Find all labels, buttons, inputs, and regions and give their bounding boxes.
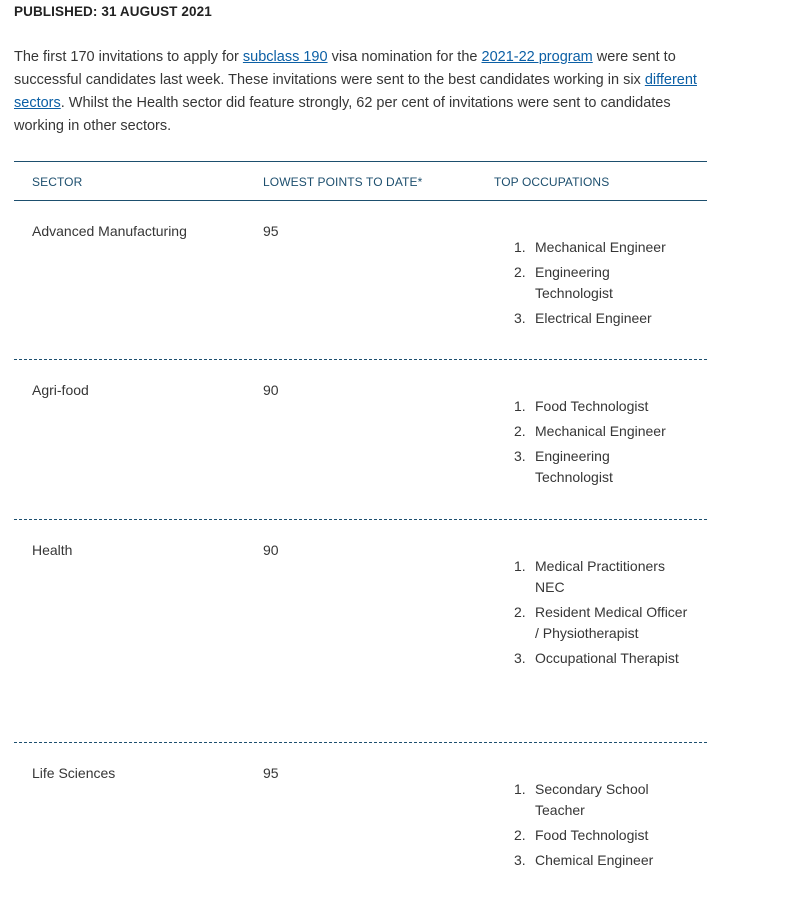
sectors-table bbox=[14, 161, 707, 903]
occupation-item: 1. Secondary School Teacher bbox=[514, 781, 649, 818]
intro-paragraph bbox=[14, 46, 704, 138]
sector-cell: Health bbox=[32, 542, 73, 558]
program-2021-22-link[interactable]: 2021-22 program bbox=[481, 49, 593, 65]
sector-cell: Advanced Manufacturing bbox=[32, 223, 187, 239]
intro-text-3: were sent to successful candidates last week. These invitations were sent to the best candidates working in six bbox=[14, 49, 676, 88]
points-cell: 95 bbox=[263, 223, 279, 239]
occupations-list bbox=[514, 556, 689, 673]
occupation-item: 1. Food Technologist bbox=[514, 398, 649, 414]
points-cell: 90 bbox=[263, 542, 279, 558]
points-cell: 95 bbox=[263, 765, 279, 781]
occupation-item: 1. Medical Practitioners NEC bbox=[514, 558, 665, 595]
occupation-item: 3. Electrical Engineer bbox=[514, 310, 652, 326]
occupation-item: 2. Mechanical Engineer bbox=[514, 423, 666, 439]
header-sector: SECTOR bbox=[32, 175, 83, 189]
different-sectors-link[interactable]: different sectors bbox=[14, 72, 697, 111]
table-row bbox=[14, 201, 707, 360]
occupation-item: 2. Engineering Technologist bbox=[514, 264, 613, 301]
sector-cell: Agri-food bbox=[32, 382, 89, 398]
occupation-item: 3. Chemical Engineer bbox=[514, 852, 654, 868]
table-row bbox=[14, 360, 707, 520]
occupation-item: 2. Resident Medical Officer / Physiotherapist bbox=[514, 604, 688, 641]
subclass-190-link[interactable]: subclass 190 bbox=[242, 49, 328, 65]
header-lowest-points: LOWEST POINTS TO DATE* bbox=[263, 175, 423, 189]
occupation-item: 3. Engineering Technologist bbox=[514, 448, 613, 485]
occupations-list bbox=[514, 779, 689, 875]
occupation-item: 3. Occupational Therapist bbox=[514, 650, 679, 666]
table-row bbox=[14, 743, 707, 903]
points-cell: 90 bbox=[263, 382, 279, 398]
intro-text-4: . Whilst the Health sector did feature strongly, 62 per cent of invitations were sent to candidates working in other sectors. bbox=[14, 95, 671, 134]
table-row bbox=[14, 520, 707, 743]
occupations-list bbox=[514, 396, 689, 492]
intro-text-1: The first 170 invitations to apply for bbox=[14, 49, 243, 65]
occupations-list bbox=[514, 237, 689, 333]
occupation-item: 2. Food Technologist bbox=[514, 827, 649, 843]
header-top-occupations: TOP OCCUPATIONS bbox=[494, 175, 610, 189]
table-header bbox=[14, 161, 707, 201]
intro-text-2: visa nomination for the bbox=[327, 49, 482, 65]
occupation-item: 1. Mechanical Engineer bbox=[514, 239, 666, 255]
published-date: PUBLISHED: 31 AUGUST 2021 bbox=[14, 4, 212, 19]
sector-cell: Life Sciences bbox=[32, 765, 116, 781]
